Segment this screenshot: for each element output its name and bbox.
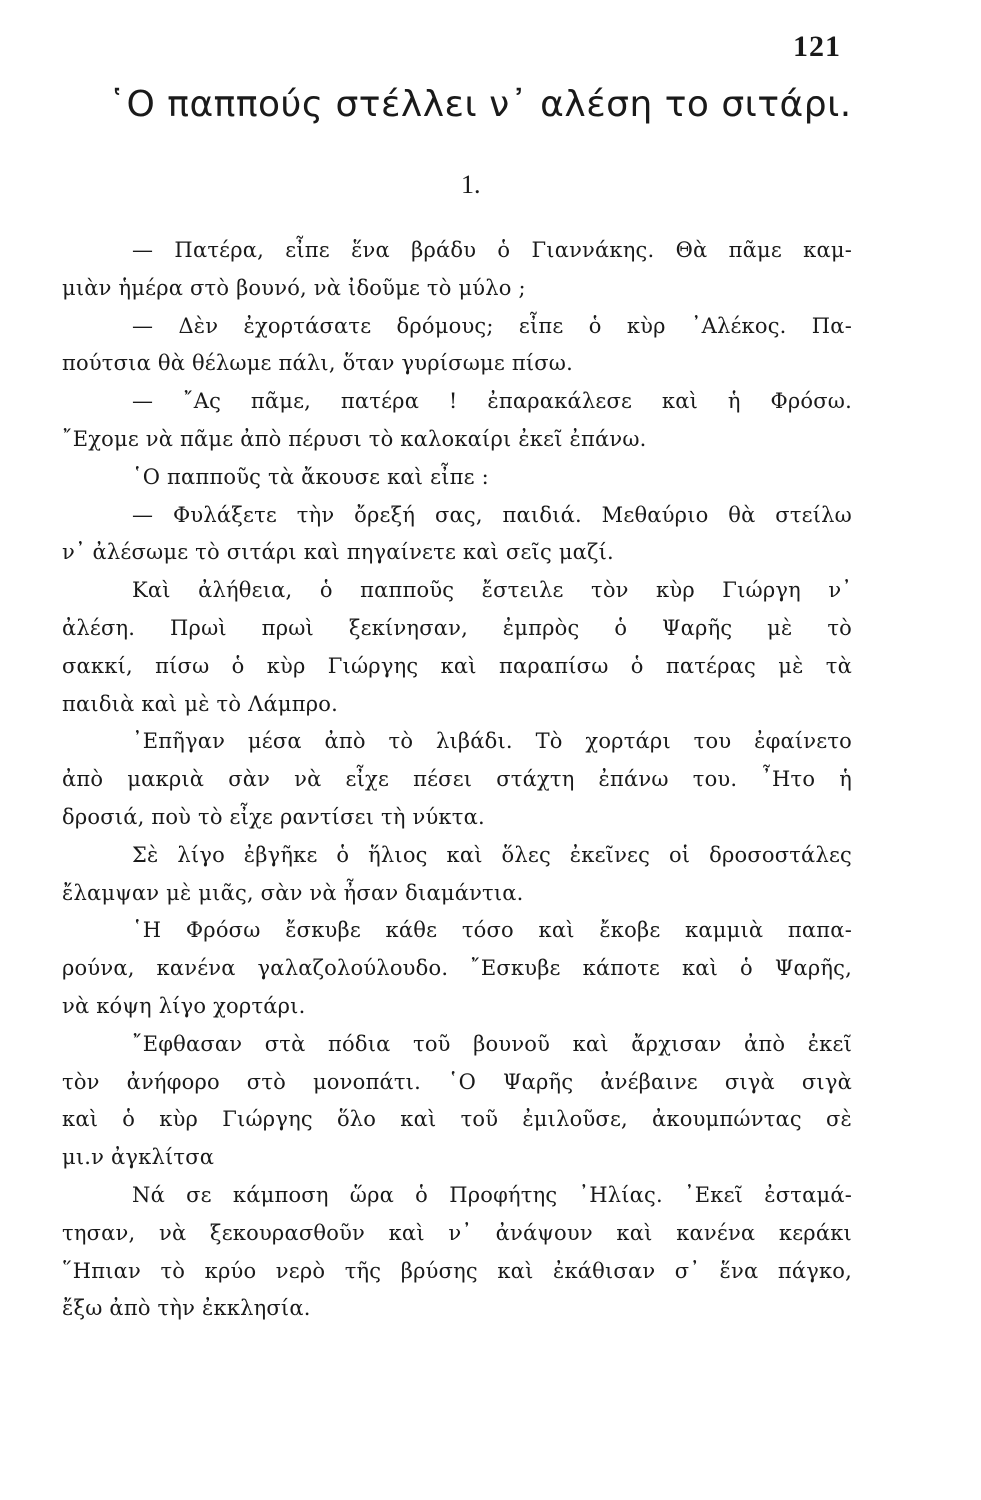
text-line: Νά σε κάμποση ὥρα ὁ Προφήτης ᾽Ηλίας. ᾽Εκεῖ ἐσταμά- (132, 1182, 852, 1207)
text-line: ἀλέση. Πρωὶ πρωὶ ξεκίνησαν, ἐμπρὸς ὁ Ψαρῆς μὲ τὸ (62, 615, 852, 640)
text-line: ἔξω ἀπὸ τὴν ἐκκλησία. (62, 1296, 311, 1321)
text-line: — Δὲν ἐχορτάσατε δρόμους; εἶπε ὁ κὺρ ᾽Αλέκος. Πα- (132, 313, 852, 338)
text-line: μιὰν ἡμέρα στὸ βουνό, νὰ ἰδοῦμε τὸ μύλο ; (62, 275, 526, 300)
text-line: Σὲ λίγο ἐβγῆκε ὁ ἥλιος καὶ ὅλες ἐκεῖνες οἱ δροσοστάλες (132, 842, 852, 867)
text-line: τὸν ἀνήφορο στὸ μονοπάτι. ῾Ο Ψαρῆς ἀνέβαινε σιγὰ σιγὰ (62, 1069, 852, 1094)
text-line: ῎Εφθασαν στὰ πόδια τοῦ βουνοῦ καὶ ἄρχισαν ἀπὸ ἐκεῖ (132, 1031, 852, 1056)
text-line: ν᾽ ἀλέσωμε τὸ σιτάρι καὶ πηγαίνετε καὶ σεῖς μαζί. (62, 540, 614, 565)
text-line: ῞Ηπιαν τὸ κρύο νερὸ τῆς βρύσης καὶ ἐκάθισαν σ᾽ ἕνα πάγκο, (62, 1258, 852, 1283)
text-line: τησαν, νὰ ξεκουρασθοῦν καὶ ν᾽ ἀνάψουν καὶ κανένα κεράκι (62, 1220, 852, 1245)
text-line: ρούνα, κανένα γαλαζολούλουδο. ῎Εσκυβε κάποτε καὶ ὁ Ψαρῆς, (62, 956, 852, 981)
text-line: δροσιά, ποὺ τὸ εἶχε ραντίσει τὴ νύκτα. (62, 804, 485, 829)
text-line: παιδιὰ καὶ μὲ τὸ Λάμπρο. (62, 691, 338, 716)
body-text (62, 232, 852, 1328)
section-number: 1. (461, 170, 481, 199)
text-line: μι.ν ἀγκλίτσα (62, 1145, 215, 1170)
page-number: 121 (793, 30, 841, 63)
text-line: σακκί, πίσω ὁ κὺρ Γιώργης καὶ παραπίσω ὁ πατέρας μὲ τὰ (62, 653, 852, 678)
text-line: νὰ κόψη λίγο χορτάρι. (62, 993, 306, 1018)
text-line: καὶ ὁ κὺρ Γιώργης ὅλο καὶ τοῦ ἐμιλοῦσε, ἀκουμπώντας σὲ (62, 1107, 852, 1132)
text-line: Καὶ ἀλήθεια, ὁ παπποῦς ἔστειλε τὸν κὺρ Γιώργη ν᾽ (132, 578, 852, 603)
text-line: — ῎Ας πᾶμε, πατέρα ! ἐπαρακάλεσε καὶ ἡ Φρόσω. (132, 389, 852, 414)
text-line: — Φυλάξετε τὴν ὄρεξή σας, παιδιά. Μεθαύριο θὰ στείλω (132, 502, 852, 527)
text-line: ἀπὸ μακριὰ σὰν νὰ εἶχε πέσει στάχτη ἐπάνω του. ῏Ητο ἡ (62, 767, 852, 792)
text-line: ᾽Επῆγαν μέσα ἀπὸ τὸ λιβάδι. Τὸ χορτάρι του ἐφαίνετο (132, 729, 852, 754)
text-line: ἔλαμψαν μὲ μιᾶς, σὰν νὰ ἦσαν διαμάντια. (62, 880, 524, 905)
text-line: ῎Εχομε νὰ πᾶμε ἀπὸ πέρυσι τὸ καλοκαίρι ἐκεῖ ἐπάνω. (62, 426, 647, 451)
text-line: ῾Η Φρόσω ἔσκυβε κάθε τόσο καὶ ἔκοβε καμμιὰ παπα- (132, 918, 852, 943)
text-line: ῾Ο παπποῦς τὰ ἄκουσε καὶ εἶπε : (132, 464, 489, 489)
chapter-title: ῾Ο παππούς στέλλει ν᾿ αλέση το σιτάρι. (108, 84, 852, 125)
text-line: — Πατέρα, εἶπε ἕνα βράδυ ὁ Γιαννάκης. Θὰ πᾶμε καμ- (132, 238, 852, 262)
text-line: πούτσια θὰ θέλωμε πάλι, ὅταν γυρίσωμε πίσω. (62, 351, 574, 376)
